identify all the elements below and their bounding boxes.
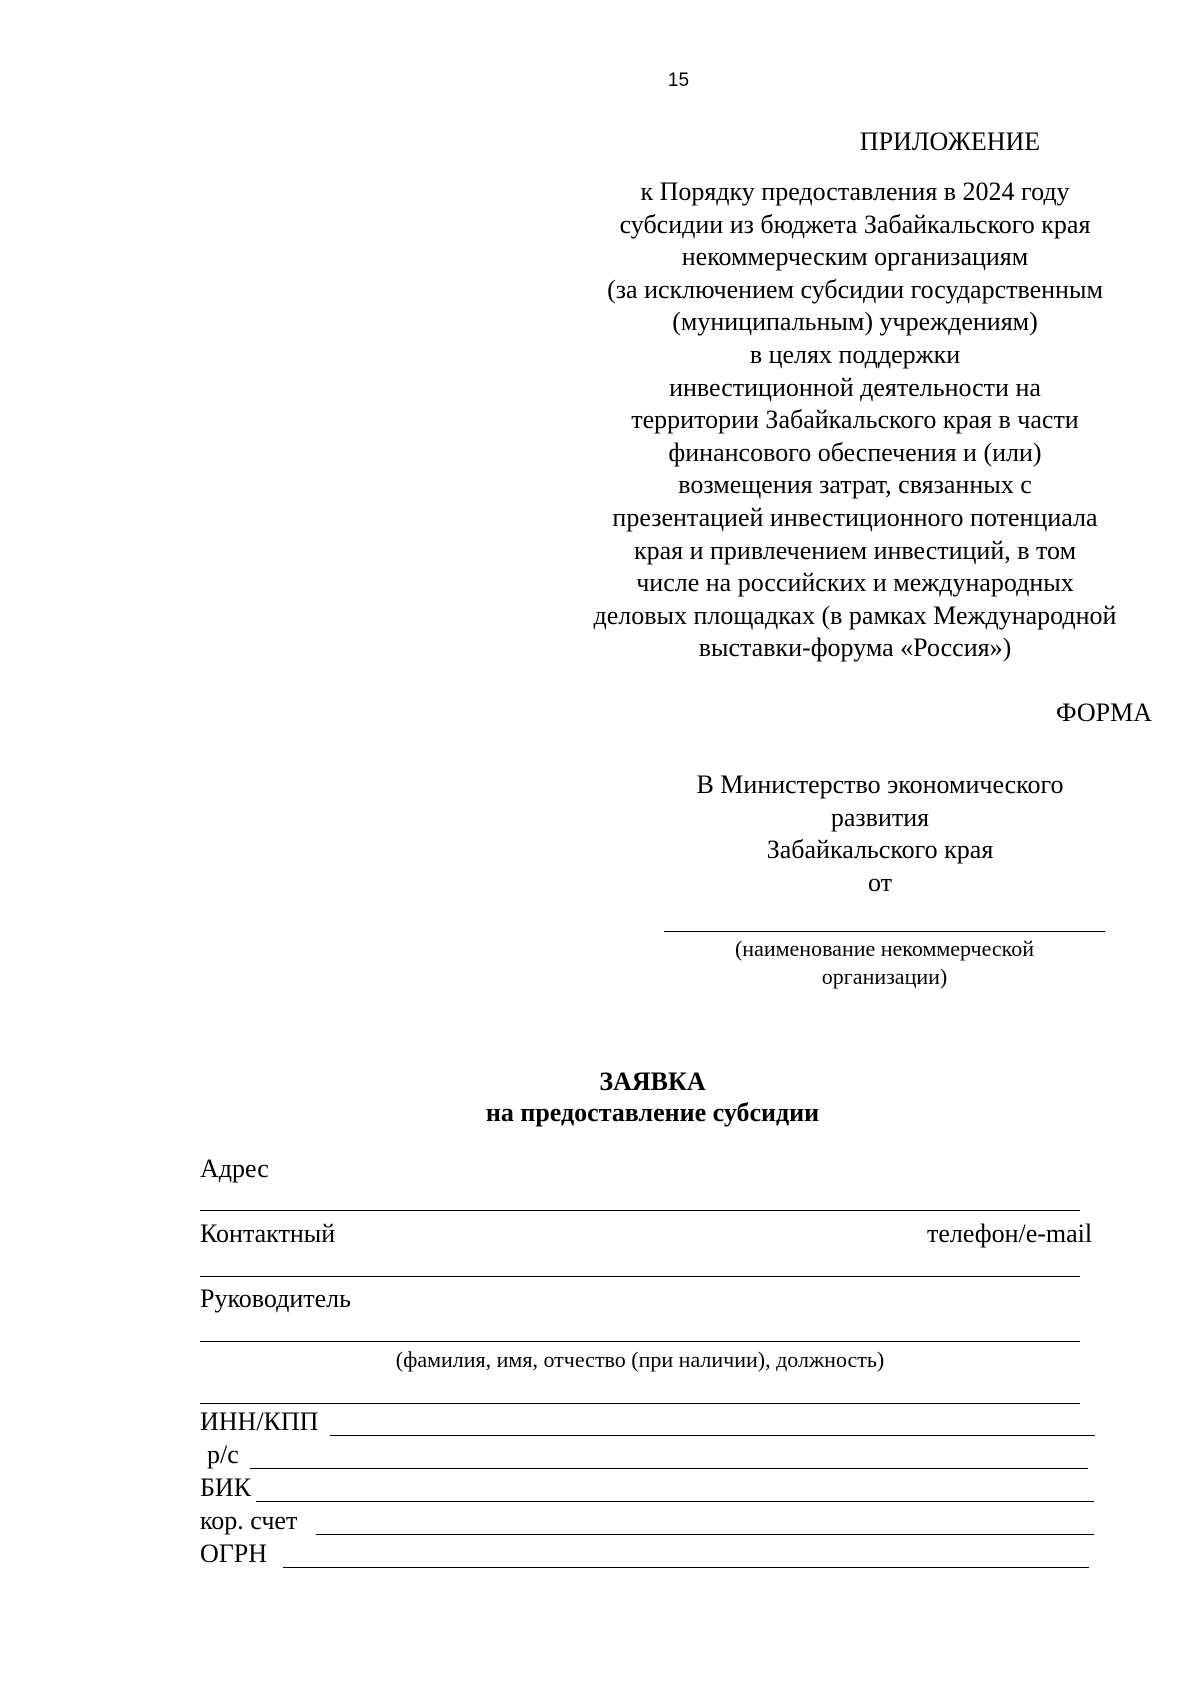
account-label: р/с xyxy=(207,1440,239,1469)
page-number: 15 xyxy=(667,70,690,91)
org-name-caption xyxy=(664,935,1105,991)
contact-label: Контактный xyxy=(200,1219,336,1248)
address-label: Адрес xyxy=(200,1154,269,1183)
recipient-line: развития xyxy=(830,802,930,832)
appendix-line: территории Забайкальского края в части xyxy=(631,405,1079,435)
org-caption-line: организации) xyxy=(821,964,948,989)
appendix-text xyxy=(555,176,1155,665)
appendix-line: финансового обеспечения и (или) xyxy=(668,437,1042,467)
recipient-block xyxy=(640,769,1120,899)
appendix-title: ПРИЛОЖЕНИЕ xyxy=(859,127,1041,156)
address-field[interactable] xyxy=(200,1210,1080,1211)
appendix-line: (муниципальным) учреждениям) xyxy=(672,307,1038,337)
appendix-line: возмещения затрат, связанных с xyxy=(678,470,1032,500)
bik-label: БИК xyxy=(200,1473,252,1502)
account-field[interactable] xyxy=(250,1468,1088,1469)
appendix-line: выставки-форума «Россия») xyxy=(698,633,1012,663)
ogrn-label: ОГРН xyxy=(200,1539,268,1568)
org-name-field[interactable] xyxy=(664,931,1105,932)
corr-account-label: кор. счет xyxy=(200,1506,298,1535)
corr-account-field[interactable] xyxy=(316,1534,1094,1535)
head-label: Руководитель xyxy=(200,1284,351,1313)
appendix-line: субсидии из бюджета Забайкальского края xyxy=(619,209,1091,239)
appendix-line: к Порядку предоставления в 2024 году xyxy=(640,177,1070,206)
appendix-line: презентацией инвестиционного потенциала xyxy=(612,502,1098,532)
appendix-line: деловых площадках (в рамках Международной xyxy=(593,600,1117,630)
head-field[interactable] xyxy=(200,1341,1080,1342)
appendix-line: числе на российских и международных xyxy=(636,568,1074,598)
head-position-field[interactable] xyxy=(200,1403,1080,1404)
inn-kpp-label: ИНН/КПП xyxy=(200,1407,319,1436)
ogrn-field[interactable] xyxy=(283,1567,1089,1568)
appendix-line: (за исключением субсидии государственным xyxy=(607,274,1103,304)
org-caption-line: (наименование некоммерческой xyxy=(734,936,1034,961)
contact-label-right: телефон/e-mail xyxy=(927,1219,1093,1248)
recipient-line: Забайкальского края xyxy=(766,835,994,865)
form-label: ФОРМА xyxy=(1056,698,1152,727)
contact-field[interactable] xyxy=(200,1276,1080,1277)
bik-field[interactable] xyxy=(256,1501,1094,1502)
head-caption: (фамилия, имя, отчество (при наличии), должность) xyxy=(395,1347,885,1372)
application-title: ЗАЯВКА xyxy=(599,1067,706,1096)
recipient-line: от xyxy=(867,867,893,897)
application-subtitle: на предоставление субсидии xyxy=(485,1098,820,1127)
appendix-line: в целях поддержки xyxy=(749,339,961,369)
appendix-line: инвестиционной деятельности на xyxy=(669,372,1041,402)
appendix-line: некоммерческим организациям xyxy=(681,242,1029,272)
recipient-line: В Министерство экономического xyxy=(696,770,1064,799)
appendix-line: края и привлечением инвестиций, в том xyxy=(633,535,1077,565)
inn-kpp-field[interactable] xyxy=(330,1435,1095,1436)
